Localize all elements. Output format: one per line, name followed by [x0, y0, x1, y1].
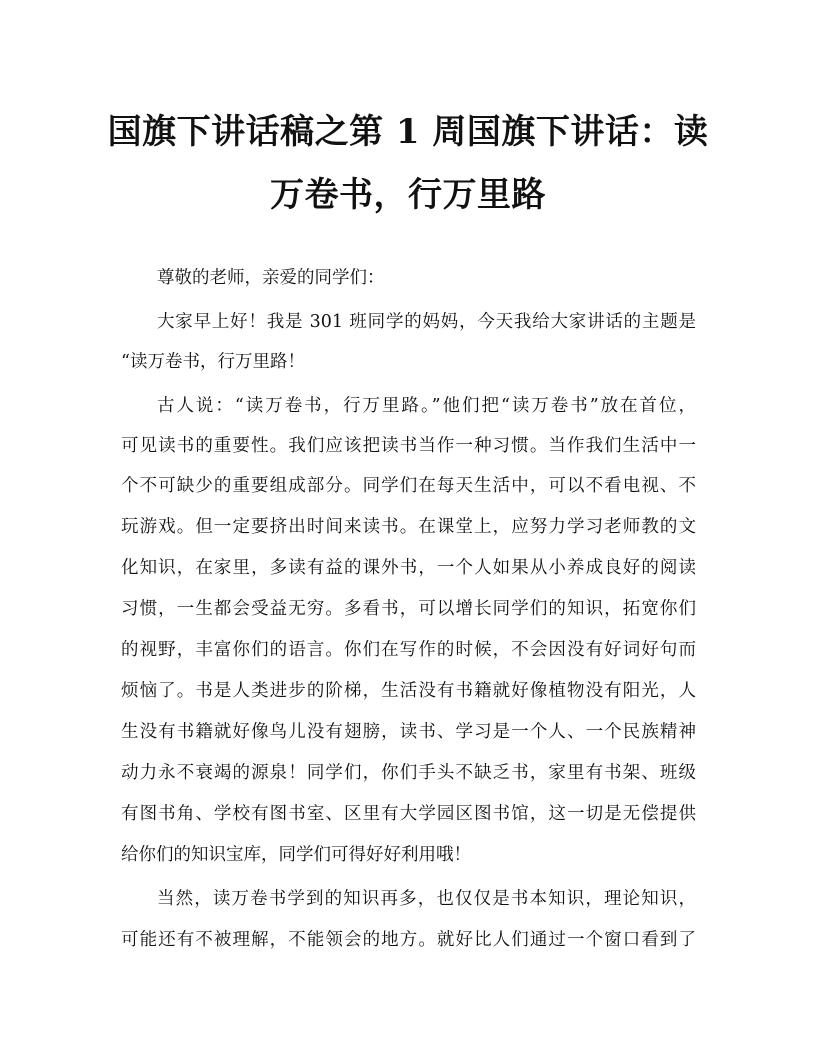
document-title-line-2: 万卷书，行万里路	[270, 175, 546, 215]
paragraph-line: 的视野，丰富你们的语言。你们在写作的时候，不会因没有好词好句而	[121, 640, 696, 660]
paragraph-line: 习惯，一生都会受益无穷。多看书，可以增长同学们的知识，拓宽你们	[121, 599, 696, 619]
paragraph-line: 给你们的知识宝库，同学们可得好好利用哦！	[121, 845, 471, 865]
paragraph-line: 古人说：“读万卷书，行万里路。”他们把“读万卷书”放在首位，	[157, 396, 696, 416]
paragraph-line: 个不可缺少的重要组成部分。同学们在每天生活中，可以不看电视、不	[121, 476, 696, 496]
paragraph-line: 有图书角、学校有图书室、区里有大学园区图书馆，这一切是无偿提供	[121, 804, 696, 824]
paragraph-line: 可能还有不被理解，不能领会的地方。就好比人们通过一个窗口看到了	[121, 930, 696, 950]
paragraph-line: 可见读书的重要性。我们应该把读书当作一种习惯。当作我们生活中一	[121, 436, 696, 456]
document-title-line-1: 国旗下讲话稿之第 1 周国旗下讲话：读	[107, 112, 709, 152]
paragraph-line: “读万卷书，行万里路！	[121, 352, 305, 372]
paragraph-line: 动力永不衰竭的源泉！同学们，你们手头不缺乏书，家里有书架、班级	[121, 763, 696, 783]
paragraph-line: 烦恼了。书是人类进步的阶梯，生活没有书籍就好像植物没有阳光，人	[121, 681, 696, 701]
paragraph-line: 生没有书籍就好像鸟儿没有翅膀，读书、学习是一个人、一个民族精神	[121, 722, 696, 742]
paragraph-line: 化知识，在家里，多读有益的课外书，一个人如果从小养成良好的阅读	[121, 558, 696, 578]
paragraph-line: 大家早上好！我是 301 班同学的妈妈，今天我给大家讲话的主题是	[157, 312, 696, 332]
salutation-line: 尊敬的老师，亲爱的同学们：	[157, 268, 385, 288]
paragraph-line: 当然，读万卷书学到的知识再多，也仅仅是书本知识，理论知识，	[157, 889, 696, 909]
paragraph-line: 玩游戏。但一定要挤出时间来读书。在课堂上，应努力学习老师教的文	[121, 517, 696, 537]
